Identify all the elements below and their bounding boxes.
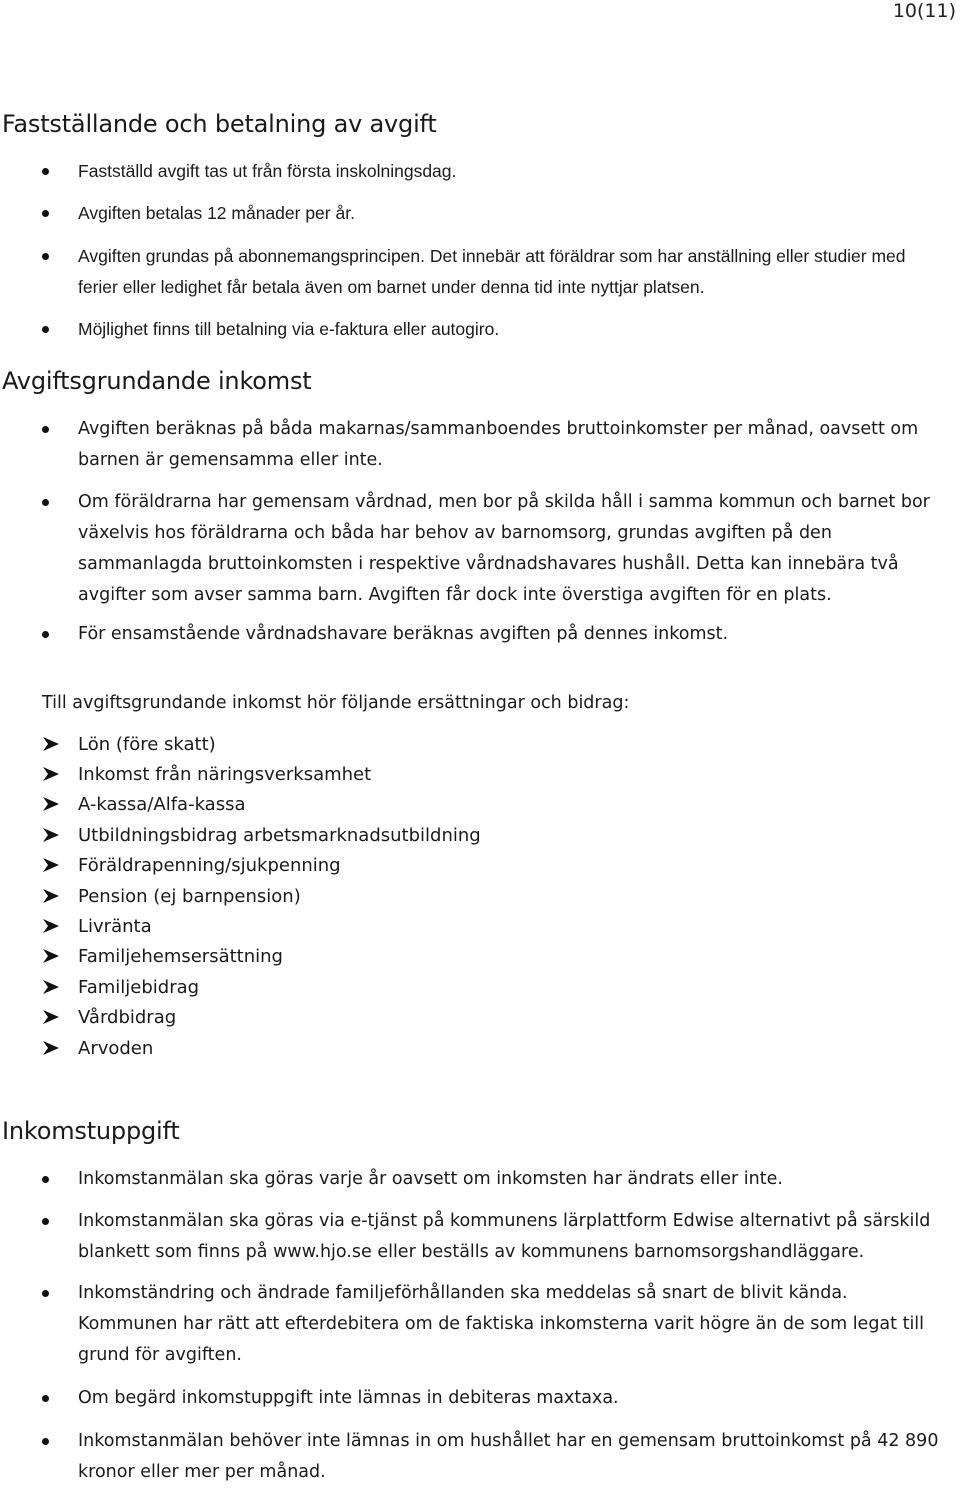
list-item-text: Inkomstanmälan behöver inte lämnas in om hushållet har en gemensam bruttoinkomst på 42 890 kronor eller mer per månad. (78, 1431, 939, 1482)
income-intro: Till avgiftsgrundande inkomst hör följande ersättningar och bidrag: (42, 693, 630, 713)
list-item-text: Lön (före skatt) (78, 734, 216, 755)
arrowhead-bullet-icon (42, 1009, 60, 1025)
bullet-icon (42, 1290, 49, 1297)
arrowhead-bullet-icon (42, 857, 60, 873)
arrowhead-bullet-icon (42, 796, 60, 812)
list-item-text: Möjlighet finns till betalning via e-faktura eller autogiro. (78, 319, 500, 339)
bullet-icon (42, 1438, 49, 1445)
bullet-icon (42, 1395, 49, 1402)
list-item-text: Avgiften grundas på abonnemangsprincipen. Det innebär att föräldrar som har anställning eller studier med ferier eller ledighet får betala även om barnet under denna tid inte nyttjar platsen. (78, 246, 906, 297)
list-item-text: Om föräldrarna har gemensam vårdnad, men bor på skilda håll i samma kommun och barnet bor växelvis hos föräldrarna och båda har behov av barnomsorg, grundas avgiften på den sammanlagda bruttoinkomsten i respektive vårdnadshavares hushåll. Detta kan innebära två avgifter som avser samma barn. Avgiften får dock inte överstiga avgiften för en plats. (78, 492, 930, 605)
arrowhead-bullet-icon (42, 948, 60, 964)
list-item-text: Pension (ej barnpension) (78, 886, 301, 907)
list-item-text: Utbildningsbidrag arbetsmarknadsutbildning (78, 825, 481, 846)
list-item-text: Livränta (78, 916, 152, 937)
arrowhead-bullet-icon (42, 918, 60, 934)
list-item-text: För ensamstående vårdnadshavare beräknas avgiften på dennes inkomst. (78, 624, 729, 644)
list-item-text: Arvoden (78, 1038, 154, 1059)
bullet-icon (42, 1176, 49, 1183)
bullet-icon (42, 210, 49, 217)
list-item-text: Avgiften beräknas på båda makarnas/sammanboendes bruttoinkomster per månad, oavsett om barnen är gemensamma eller inte. (78, 419, 919, 470)
bullet-icon (42, 168, 49, 175)
list-item-text: Inkomst från näringsverksamhet (78, 764, 372, 785)
list-item-text: Om begärd inkomstuppgift inte lämnas in debiteras maxtaxa. (78, 1388, 619, 1408)
bullet-icon (42, 426, 49, 433)
list-item-text: Fastställd avgift tas ut från första inskolningsdag. (78, 161, 457, 181)
arrowhead-bullet-icon (42, 979, 60, 995)
list-item-text: Avgiften betalas 12 månader per år. (78, 203, 355, 223)
section-heading-inkomst: Avgiftsgrundande inkomst (2, 367, 312, 395)
list-item-text: Familjebidrag (78, 977, 200, 998)
arrowhead-bullet-icon (42, 736, 60, 752)
section-heading-betalning: Fastställande och betalning av avgift (2, 110, 437, 138)
arrowhead-bullet-icon (42, 1040, 60, 1056)
page-number: 10(11) (892, 0, 956, 22)
list-item-text: Familjehemsersättning (78, 946, 283, 967)
bullet-icon (42, 1218, 49, 1225)
bullet-icon (42, 631, 49, 638)
arrowhead-bullet-icon (42, 888, 60, 904)
list-item-text: Föräldrapenning/sjukpenning (78, 855, 341, 876)
list-item-text: Inkomstanmälan ska göras varje år oavsett om inkomsten har ändrats eller inte. (78, 1169, 783, 1189)
arrowhead-bullet-icon (42, 766, 60, 782)
bullet-icon (42, 499, 49, 506)
bullet-icon (42, 253, 49, 260)
list-item-text: A-kassa/Alfa-kassa (78, 794, 246, 815)
list-item-text: Inkomständring och ändrade familjeförhållanden ska meddelas så snart de blivit kända. Kommunen har rätt att efterdebitera om de faktiska inkomsterna varit högre än de som legat till grund för avgiften. (78, 1283, 925, 1365)
bullet-icon (42, 326, 49, 333)
arrowhead-bullet-icon (42, 827, 60, 843)
list-item-text: Inkomstanmälan ska göras via e-tjänst på kommunens lärplattform Edwise alternativt på särskild blankett som finns på www.hjo.se eller beställs av kommunens barnomsorgshandläggare. (78, 1211, 931, 1262)
section-heading-inkomstuppgift: Inkomstuppgift (2, 1117, 180, 1145)
list-item-text: Vårdbidrag (78, 1007, 177, 1028)
